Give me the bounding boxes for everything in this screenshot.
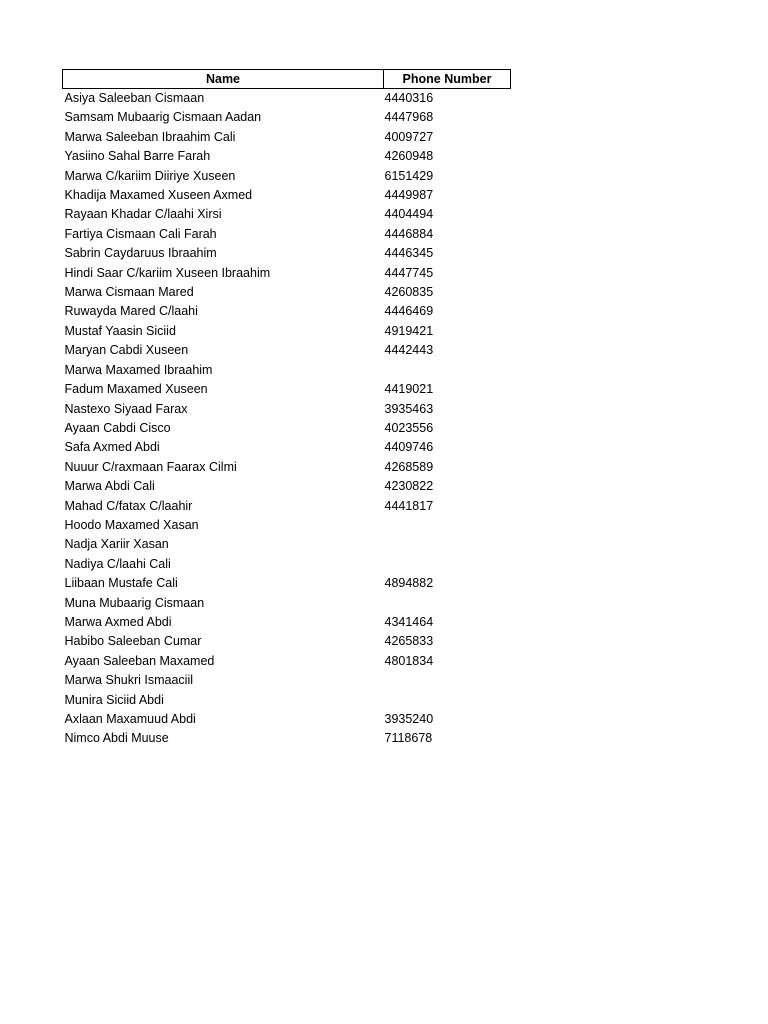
table-row: [63, 691, 511, 710]
name-cell: Marwa Cismaan Mared: [64, 285, 194, 300]
phone-cell: 3935463: [384, 401, 434, 416]
name-cell: Nuuur C/raxmaan Faarax Cilmi: [64, 459, 237, 474]
table-row: [63, 652, 511, 671]
name-cell: Safa Axmed Abdi: [64, 440, 160, 455]
table-row: [63, 380, 511, 399]
phone-cell: 4447968: [384, 110, 434, 125]
name-cell: Fartiya Cismaan Cali Farah: [64, 226, 217, 241]
phone-cell: [384, 516, 511, 535]
table-row: [63, 497, 511, 516]
table-row: [63, 438, 511, 457]
table-row: [63, 594, 511, 613]
name-cell: Nimco Abdi Muuse: [64, 731, 169, 746]
phone-cell: 7118678: [384, 731, 433, 746]
name-cell: Munira Siciid Abdi: [64, 692, 164, 707]
table-row: [63, 477, 511, 496]
name-cell: Muna Mubaarig Cismaan: [64, 595, 205, 610]
name-cell: Habibo Saleeban Cumar: [64, 634, 202, 649]
phone-cell: [384, 361, 511, 380]
spreadsheet-page: [62, 69, 510, 749]
contact-table: [62, 69, 511, 749]
phone-cell: 4894882: [384, 576, 434, 591]
name-cell: Hindi Saar C/kariim Xuseen Ibraahim: [64, 265, 271, 280]
phone-cell: 4341464: [384, 614, 434, 629]
table-row: [63, 419, 511, 438]
name-cell: Yasiino Sahal Barre Farah: [64, 149, 211, 164]
table-row: [63, 322, 511, 341]
phone-cell: [384, 535, 511, 554]
table-row: [63, 128, 511, 147]
phone-cell: 4449987: [384, 188, 434, 203]
table-row: [63, 302, 511, 321]
phone-cell: 4009727: [384, 129, 434, 144]
phone-cell: 4404494: [384, 207, 434, 222]
table-row: [63, 167, 511, 186]
name-cell: Marwa Maxamed Ibraahim: [64, 362, 213, 377]
name-cell: Nastexo Siyaad Farax: [64, 401, 188, 416]
name-cell: Asiya Saleeban Cismaan: [64, 91, 205, 105]
name-cell: Ayaan Cabdi Cisco: [64, 420, 171, 435]
name-cell: Khadija Maxamed Xuseen Axmed: [64, 188, 253, 203]
table-row: [63, 244, 511, 263]
phone-cell: [384, 594, 511, 613]
table-row: [63, 613, 511, 632]
phone-column-header: Phone Number: [384, 70, 511, 89]
table-row: [63, 516, 511, 535]
phone-cell: [384, 671, 511, 690]
table-row: [63, 729, 511, 748]
phone-cell: 4265833: [384, 634, 434, 649]
name-cell: Fadum Maxamed Xuseen: [64, 382, 208, 397]
name-cell: Marwa C/kariim Diiriye Xuseen: [64, 168, 236, 183]
table-row: [63, 400, 511, 419]
table-row: [63, 205, 511, 224]
table-row: [63, 89, 511, 109]
phone-cell: 6151429: [384, 168, 434, 183]
name-cell: Sabrin Caydaruus Ibraahim: [64, 246, 217, 261]
phone-cell: 3935240: [384, 712, 434, 726]
table-row: [63, 555, 511, 574]
phone-cell: 4446884: [384, 226, 434, 241]
phone-cell: 4447745: [384, 265, 434, 280]
table-row: [63, 632, 511, 651]
table-row: [63, 458, 511, 477]
table-row: [63, 264, 511, 283]
header-row: [63, 70, 511, 89]
phone-cell: 4442443: [384, 343, 434, 358]
table-row: [63, 108, 511, 127]
name-column-header: Name: [63, 70, 384, 89]
phone-cell: 4801834: [384, 653, 434, 668]
table-row: [63, 283, 511, 302]
table-row: [63, 341, 511, 360]
name-cell: Liibaan Mustafe Cali: [64, 576, 178, 591]
contact-rows: [63, 89, 511, 749]
phone-cell: 4419021: [384, 382, 434, 397]
name-cell: Ruwayda Mared C/laahi: [64, 304, 198, 319]
table-row: [63, 535, 511, 554]
phone-cell: 4440316: [384, 91, 434, 105]
phone-cell: 4268589: [384, 459, 434, 474]
table-row: [63, 147, 511, 166]
name-cell: Marwa Saleeban Ibraahim Cali: [64, 129, 236, 144]
phone-cell: 4441817: [384, 498, 434, 513]
phone-cell: 4446345: [384, 246, 434, 261]
name-cell: Marwa Shukri Ismaaciil: [64, 673, 194, 688]
name-cell: Maryan Cabdi Xuseen: [64, 343, 189, 358]
name-cell: Rayaan Khadar C/laahi Xirsi: [64, 207, 222, 222]
name-cell: Ayaan Saleeban Maxamed: [64, 653, 215, 668]
name-cell: Mahad C/fatax C/laahir: [64, 498, 193, 513]
phone-cell: [384, 555, 511, 574]
phone-cell: 4446469: [384, 304, 434, 319]
name-cell: Mustaf Yaasin Siciid: [64, 323, 176, 338]
phone-cell: [384, 691, 511, 710]
table-row: [63, 574, 511, 593]
table-row: [63, 225, 511, 244]
phone-cell: 4260835: [384, 285, 434, 300]
phone-cell: 4230822: [384, 479, 434, 494]
phone-cell: 4409746: [384, 440, 434, 455]
phone-cell: 4919421: [384, 323, 434, 338]
name-cell: Nadja Xariir Xasan: [64, 537, 169, 552]
table-row: [63, 186, 511, 205]
name-cell: Axlaan Maxamuud Abdi: [64, 712, 196, 726]
name-cell: Nadiya C/laahi Cali: [64, 556, 171, 571]
phone-cell: 4023556: [384, 420, 434, 435]
table-row: [63, 671, 511, 690]
name-cell: Samsam Mubaarig Cismaan Aadan: [64, 110, 262, 125]
name-cell: Marwa Axmed Abdi: [64, 614, 172, 629]
name-cell: Hoodo Maxamed Xasan: [64, 517, 199, 532]
name-cell: Marwa Abdi Cali: [64, 479, 155, 494]
table-row: [63, 361, 511, 380]
table-row: [63, 710, 511, 729]
phone-cell: 4260948: [384, 149, 434, 164]
